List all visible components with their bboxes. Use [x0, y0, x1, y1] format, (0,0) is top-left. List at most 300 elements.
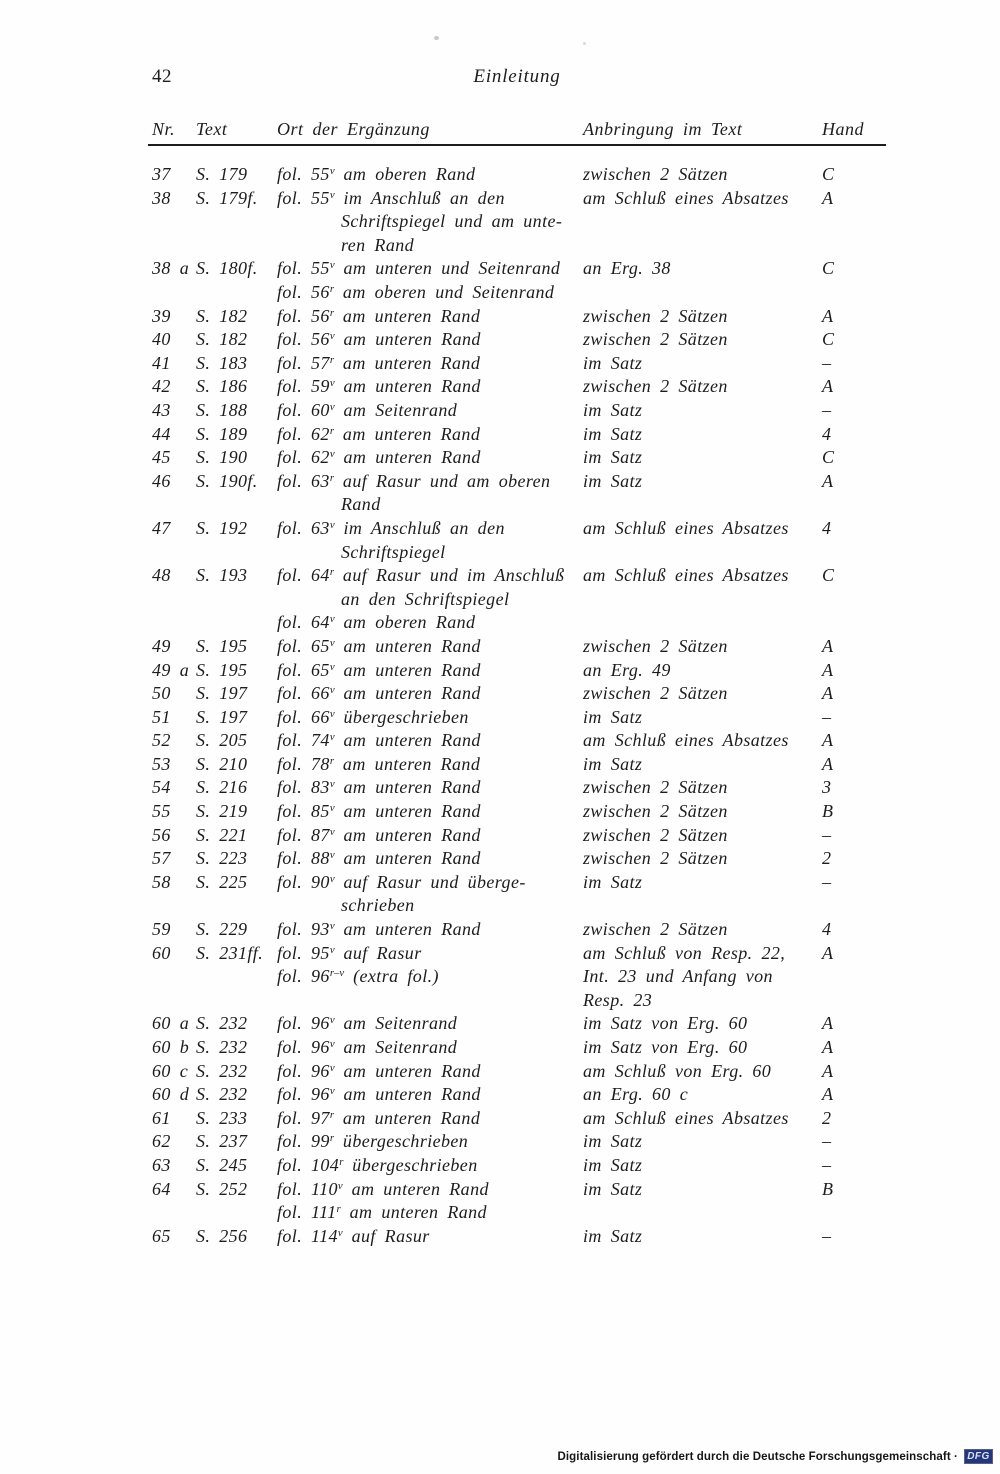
- cell-anbringung: [583, 729, 821, 753]
- cell-text: S. 233: [196, 1107, 248, 1128]
- table-row: [0, 1130, 1000, 1154]
- ort-line: fol. 65$^v$ am unteren Rand: [277, 635, 481, 656]
- cell-ort: [277, 800, 587, 824]
- cell-hand: C: [822, 164, 835, 184]
- cell-text: S. 195: [196, 635, 248, 656]
- cell-hand: C: [822, 565, 835, 586]
- cell-nr: 64: [152, 1178, 171, 1199]
- anbringung-line: im Satz von Erg. 60: [583, 1013, 748, 1034]
- cell-anbringung: [583, 163, 821, 187]
- anbringung-line: im Satz: [583, 753, 643, 774]
- table-row: [0, 800, 1000, 824]
- cell-anbringung: [583, 470, 821, 494]
- ort-line: fol. 66$^v$ am unteren Rand: [277, 683, 481, 704]
- ort-line: fol. 90$^v$ auf Rasur und überge-: [277, 871, 526, 892]
- anbringung-line: im Satz von Erg. 60: [583, 1037, 748, 1058]
- table-row: [0, 942, 1000, 1013]
- ort-line: fol. 96$^v$ am Seitenrand: [277, 1037, 458, 1058]
- cell-nr: 38: [152, 187, 171, 208]
- cell-ort: [277, 1060, 587, 1084]
- cell-nr: 57: [152, 848, 171, 869]
- anbringung-line: im Satz: [583, 352, 643, 373]
- cell-nr: 53: [152, 753, 171, 774]
- table-row: [0, 517, 1000, 564]
- page-number: 42: [152, 66, 172, 87]
- anbringung-line: zwischen 2 Sätzen: [583, 919, 728, 940]
- cell-anbringung: [583, 776, 821, 800]
- table-row: [0, 470, 1000, 517]
- cell-hand: 3: [822, 777, 832, 798]
- ort-line: fol. 114$^v$ auf Rasur: [277, 1225, 430, 1246]
- ort-line: fol. 65$^v$ am unteren Rand: [277, 659, 481, 680]
- cell-text: S. 195: [196, 659, 248, 680]
- cell-text: S. 179: [196, 164, 248, 184]
- cell-nr: 59: [152, 919, 171, 940]
- cell-nr: 49 a: [152, 659, 190, 680]
- table-row: [0, 1154, 1000, 1178]
- ort-line: fol. 62$^v$ am unteren Rand: [277, 447, 481, 468]
- table-row: [0, 918, 1000, 942]
- cell-nr: 49: [152, 635, 171, 656]
- cell-anbringung: [583, 1178, 821, 1202]
- cell-nr: 45: [152, 447, 171, 468]
- ort-line: fol. 57$^r$ am unteren Rand: [277, 352, 481, 373]
- ort-line: fol. 74$^v$ am unteren Rand: [277, 730, 481, 751]
- running-head: [148, 64, 886, 90]
- cell-ort: [277, 729, 587, 753]
- anbringung-line: im Satz: [583, 470, 643, 491]
- cell-hand: C: [822, 447, 835, 468]
- cell-anbringung: [583, 517, 821, 541]
- table-row: [0, 706, 1000, 730]
- cell-anbringung: [583, 187, 821, 211]
- table-row: [0, 1178, 1000, 1225]
- cell-nr: 54: [152, 777, 171, 798]
- cell-nr: 46: [152, 470, 171, 491]
- table-row: [0, 163, 1000, 187]
- cell-nr: 61: [152, 1107, 171, 1128]
- cell-anbringung: [583, 1012, 821, 1036]
- cell-nr: 42: [152, 376, 171, 397]
- cell-hand: A: [822, 1037, 834, 1058]
- table-row: [0, 776, 1000, 800]
- cell-text: S. 223: [196, 848, 248, 869]
- cell-text: S. 179f.: [196, 187, 258, 208]
- ort-line: fol. 55$^v$ am unteren und Seitenrand: [277, 258, 561, 279]
- cell-ort: [277, 1107, 587, 1131]
- anbringung-line: zwischen 2 Sätzen: [583, 164, 728, 184]
- ort-line: fol. 96$^v$ am unteren Rand: [277, 1084, 481, 1105]
- table-row: [0, 729, 1000, 753]
- cell-hand: A: [822, 635, 834, 656]
- cell-text: S. 229: [196, 919, 248, 940]
- column-header-text: Text: [196, 119, 228, 139]
- cell-text: S. 221: [196, 824, 248, 845]
- table-row: [0, 847, 1000, 871]
- page-title: Einleitung: [473, 66, 561, 87]
- cell-text: S. 189: [196, 423, 248, 444]
- cell-hand: B: [822, 801, 834, 822]
- cell-hand: B: [822, 1178, 834, 1199]
- ort-line: fol. 97$^r$ am unteren Rand: [277, 1107, 481, 1128]
- cell-nr: 43: [152, 399, 171, 420]
- cell-ort: [277, 776, 587, 800]
- column-header-nr: Nr.: [152, 119, 176, 139]
- cell-hand: –: [822, 1154, 832, 1175]
- ort-line: schrieben: [341, 895, 415, 916]
- cell-hand: A: [822, 1084, 834, 1105]
- table-row: [0, 1060, 1000, 1084]
- cell-nr: 63: [152, 1154, 171, 1175]
- cell-nr: 50: [152, 683, 171, 704]
- ort-line: fol. 78$^r$ am unteren Rand: [277, 753, 481, 774]
- cell-anbringung: [583, 753, 821, 777]
- cell-ort: [277, 1012, 587, 1036]
- ort-line: ren Rand: [341, 234, 415, 255]
- anbringung-line: am Schluß eines Absatzes: [583, 565, 789, 586]
- anbringung-line: Int. 23 und Anfang von: [583, 966, 773, 987]
- scan-speck: [583, 42, 586, 45]
- cell-text: S. 252: [196, 1178, 248, 1199]
- anbringung-line: im Satz: [583, 1225, 643, 1246]
- anbringung-line: am Schluß eines Absatzes: [583, 517, 789, 538]
- cell-hand: 4: [822, 919, 832, 940]
- table-row: [0, 824, 1000, 848]
- cell-ort: [277, 305, 587, 329]
- cell-ort: [277, 635, 587, 659]
- cell-nr: 60: [152, 942, 171, 963]
- table-row: [0, 1012, 1000, 1036]
- cell-text: S. 192: [196, 517, 248, 538]
- anbringung-line: zwischen 2 Sätzen: [583, 777, 728, 798]
- cell-anbringung: [583, 918, 821, 942]
- table-row: [0, 1036, 1000, 1060]
- cell-hand: 2: [822, 1107, 832, 1128]
- cell-nr: 39: [152, 305, 171, 326]
- cell-ort: [277, 163, 587, 187]
- cell-hand: –: [822, 1225, 832, 1246]
- cell-anbringung: [583, 1107, 821, 1131]
- cell-anbringung: [583, 564, 821, 588]
- table-row: [0, 399, 1000, 423]
- footer-text: Digitalisierung gefördert durch die Deutsche Forschungsgemeinschaft ·: [557, 1450, 958, 1463]
- ort-line: an den Schriftspiegel: [341, 588, 510, 609]
- table-row: [0, 635, 1000, 659]
- cell-text: S. 231ff.: [196, 942, 264, 963]
- cell-ort: [277, 187, 587, 258]
- dfg-logo: DFG: [964, 1449, 993, 1464]
- anbringung-line: zwischen 2 Sätzen: [583, 848, 728, 869]
- cell-anbringung: [583, 682, 821, 706]
- cell-anbringung: [583, 942, 821, 1013]
- ort-line: fol. 62$^r$ am unteren Rand: [277, 423, 481, 444]
- table-row: [0, 423, 1000, 447]
- cell-hand: A: [822, 730, 834, 751]
- cell-ort: [277, 564, 587, 635]
- ort-line: fol. 104$^r$ übergeschrieben: [277, 1154, 478, 1175]
- anbringung-line: im Satz: [583, 399, 643, 420]
- header-rule: [148, 144, 886, 146]
- cell-ort: [277, 257, 587, 304]
- anbringung-line: zwischen 2 Sätzen: [583, 683, 728, 704]
- anbringung-line: an Erg. 38: [583, 258, 671, 279]
- cell-text: S. 237: [196, 1131, 248, 1152]
- ort-line: fol. 95$^v$ auf Rasur: [277, 942, 422, 963]
- cell-nr: 41: [152, 352, 171, 373]
- ort-line: fol. 85$^v$ am unteren Rand: [277, 801, 481, 822]
- cell-text: S. 232: [196, 1037, 248, 1058]
- cell-hand: A: [822, 1013, 834, 1034]
- cell-anbringung: [583, 659, 821, 683]
- cell-ort: [277, 399, 587, 423]
- cell-hand: A: [822, 753, 834, 774]
- table-row: [0, 564, 1000, 635]
- anbringung-line: im Satz: [583, 1131, 643, 1152]
- cell-anbringung: [583, 257, 821, 281]
- cell-ort: [277, 328, 587, 352]
- anbringung-line: zwischen 2 Sätzen: [583, 329, 728, 350]
- cell-ort: [277, 1154, 587, 1178]
- cell-anbringung: [583, 1154, 821, 1178]
- cell-ort: [277, 1130, 587, 1154]
- cell-anbringung: [583, 305, 821, 329]
- table-header-row: [0, 117, 1000, 143]
- cell-ort: [277, 470, 587, 517]
- table-row: [0, 257, 1000, 304]
- anbringung-line: am Schluß eines Absatzes: [583, 1107, 789, 1128]
- table-row: [0, 1107, 1000, 1131]
- ort-line: fol. 64$^v$ am oberen Rand: [277, 612, 476, 633]
- table-row: [0, 753, 1000, 777]
- cell-ort: [277, 446, 587, 470]
- cell-nr: 60 d: [152, 1084, 190, 1105]
- cell-text: S. 210: [196, 753, 248, 774]
- anbringung-line: im Satz: [583, 871, 643, 892]
- cell-ort: [277, 1036, 587, 1060]
- anbringung-line: zwischen 2 Sätzen: [583, 824, 728, 845]
- cell-text: S. 183: [196, 352, 248, 373]
- anbringung-line: zwischen 2 Sätzen: [583, 801, 728, 822]
- cell-ort: [277, 682, 587, 706]
- ort-line: fol. 60$^v$ am Seitenrand: [277, 399, 458, 420]
- ort-line: fol. 56$^v$ am unteren Rand: [277, 329, 481, 350]
- ort-line: fol. 56$^r$ am unteren Rand: [277, 305, 481, 326]
- cell-ort: [277, 423, 587, 447]
- ort-line: fol. 88$^v$ am unteren Rand: [277, 848, 481, 869]
- cell-ort: [277, 352, 587, 376]
- cell-hand: –: [822, 824, 832, 845]
- cell-nr: 58: [152, 871, 171, 892]
- cell-text: S. 186: [196, 376, 248, 397]
- cell-hand: –: [822, 352, 832, 373]
- ort-line: fol. 83$^v$ am unteren Rand: [277, 777, 481, 798]
- cell-hand: C: [822, 329, 835, 350]
- cell-anbringung: [583, 1225, 821, 1249]
- cell-anbringung: [583, 375, 821, 399]
- ort-line: fol. 96$^v$ am Seitenrand: [277, 1013, 458, 1034]
- ort-line: fol. 66$^v$ übergeschrieben: [277, 706, 469, 727]
- ort-line: fol. 55$^v$ am oberen Rand: [277, 164, 476, 184]
- table-row: [0, 328, 1000, 352]
- table-row: [0, 1083, 1000, 1107]
- cell-ort: [277, 847, 587, 871]
- anbringung-line: an Erg. 49: [583, 659, 671, 680]
- ort-line: fol. 64$^r$ auf Rasur und im Anschluß: [277, 565, 565, 586]
- cell-hand: A: [822, 470, 834, 491]
- ort-line: fol. 55$^v$ im Anschluß an den: [277, 187, 505, 208]
- cell-text: S. 232: [196, 1013, 248, 1034]
- cell-text: S. 216: [196, 777, 248, 798]
- anbringung-line: im Satz: [583, 1178, 643, 1199]
- cell-ort: [277, 1178, 587, 1225]
- cell-text: S. 190: [196, 447, 248, 468]
- ort-line: fol. 110$^v$ am unteren Rand: [277, 1178, 489, 1199]
- cell-ort: [277, 517, 587, 564]
- table-body: [0, 163, 1000, 1248]
- cell-nr: 56: [152, 824, 171, 845]
- cell-ort: [277, 871, 587, 918]
- column-header-anbringung: Anbringung im Text: [583, 119, 743, 139]
- anbringung-line: im Satz: [583, 1154, 643, 1175]
- cell-nr: 62: [152, 1131, 171, 1152]
- cell-anbringung: [583, 1130, 821, 1154]
- table-row: [0, 446, 1000, 470]
- cell-hand: –: [822, 871, 832, 892]
- cell-ort: [277, 753, 587, 777]
- cell-anbringung: [583, 871, 821, 895]
- cell-anbringung: [583, 800, 821, 824]
- table-row: [0, 187, 1000, 258]
- cell-hand: C: [822, 258, 835, 279]
- cell-ort: [277, 918, 587, 942]
- cell-ort: [277, 706, 587, 730]
- anbringung-line: zwischen 2 Sätzen: [583, 635, 728, 656]
- cell-nr: 55: [152, 801, 171, 822]
- anbringung-line: zwischen 2 Sätzen: [583, 305, 728, 326]
- cell-anbringung: [583, 423, 821, 447]
- cell-anbringung: [583, 1036, 821, 1060]
- cell-nr: 47: [152, 517, 171, 538]
- cell-hand: A: [822, 376, 834, 397]
- cell-hand: A: [822, 942, 834, 963]
- cell-ort: [277, 824, 587, 848]
- cell-hand: A: [822, 659, 834, 680]
- cell-anbringung: [583, 352, 821, 376]
- table-row: [0, 305, 1000, 329]
- cell-text: S. 197: [196, 706, 248, 727]
- cell-anbringung: [583, 635, 821, 659]
- cell-hand: A: [822, 187, 834, 208]
- anbringung-line: am Schluß von Erg. 60: [583, 1060, 772, 1081]
- cell-nr: 51: [152, 706, 171, 727]
- cell-hand: 4: [822, 423, 832, 444]
- anbringung-line: zwischen 2 Sätzen: [583, 376, 728, 397]
- column-header-hand: Hand: [822, 119, 864, 139]
- ort-line: fol. 56$^r$ am oberen und Seitenrand: [277, 281, 555, 302]
- cell-text: S. 188: [196, 399, 248, 420]
- cell-text: S. 180f.: [196, 258, 258, 279]
- table-row: [0, 352, 1000, 376]
- column-header-ort: Ort der Ergänzung: [277, 119, 430, 139]
- cell-text: S. 245: [196, 1154, 248, 1175]
- cell-hand: A: [822, 305, 834, 326]
- cell-hand: A: [822, 683, 834, 704]
- table-row: [0, 659, 1000, 683]
- cell-anbringung: [583, 1083, 821, 1107]
- cell-nr: 60 c: [152, 1060, 189, 1081]
- cell-anbringung: [583, 1060, 821, 1084]
- cell-hand: –: [822, 399, 832, 420]
- ort-line: fol. 63$^v$ im Anschluß an den: [277, 517, 505, 538]
- cell-nr: 65: [152, 1225, 171, 1246]
- ort-line: fol. 93$^v$ am unteren Rand: [277, 919, 481, 940]
- table-row: [0, 871, 1000, 918]
- ort-line: fol. 59$^v$ am unteren Rand: [277, 376, 481, 397]
- cell-ort: [277, 1225, 587, 1249]
- cell-text: S. 225: [196, 871, 248, 892]
- cell-ort: [277, 1083, 587, 1107]
- cell-anbringung: [583, 824, 821, 848]
- cell-anbringung: [583, 847, 821, 871]
- anbringung-line: im Satz: [583, 706, 643, 727]
- cell-text: S. 193: [196, 565, 248, 586]
- cell-hand: 2: [822, 848, 832, 869]
- table-row: [0, 1225, 1000, 1249]
- cell-text: S. 219: [196, 801, 248, 822]
- cell-anbringung: [583, 706, 821, 730]
- cell-text: S. 190f.: [196, 470, 258, 491]
- anbringung-line: im Satz: [583, 423, 643, 444]
- cell-anbringung: [583, 446, 821, 470]
- scan-speck: [434, 36, 439, 40]
- cell-nr: 40: [152, 329, 171, 350]
- cell-hand: 4: [822, 517, 832, 538]
- cell-hand: –: [822, 706, 832, 727]
- cell-nr: 38 a: [152, 258, 190, 279]
- ort-line: fol. 99$^r$ übergeschrieben: [277, 1131, 469, 1152]
- cell-anbringung: [583, 399, 821, 423]
- cell-nr: 52: [152, 730, 171, 751]
- ort-line: fol. 63$^r$ auf Rasur und am oberen: [277, 470, 551, 491]
- digitization-footer: [557, 1448, 993, 1465]
- cell-hand: –: [822, 1131, 832, 1152]
- anbringung-line: am Schluß eines Absatzes: [583, 730, 789, 751]
- cell-text: S. 205: [196, 730, 248, 751]
- cell-nr: 48: [152, 565, 171, 586]
- cell-nr: 37: [152, 164, 171, 184]
- anbringung-line: im Satz: [583, 447, 643, 468]
- cell-ort: [277, 659, 587, 683]
- cell-hand: A: [822, 1060, 834, 1081]
- cell-text: S. 182: [196, 305, 248, 326]
- cell-text: S. 182: [196, 329, 248, 350]
- cell-nr: 60 b: [152, 1037, 190, 1058]
- anbringung-line: Resp. 23: [583, 989, 653, 1010]
- ort-line: Schriftspiegel: [341, 541, 446, 562]
- cell-anbringung: [583, 328, 821, 352]
- anbringung-line: an Erg. 60 c: [583, 1084, 689, 1105]
- anbringung-line: am Schluß eines Absatzes: [583, 187, 789, 208]
- cell-nr: 44: [152, 423, 171, 444]
- ort-line: fol. 96$^{r-v}$ (extra fol.): [277, 966, 439, 987]
- cell-text: S. 197: [196, 683, 248, 704]
- cell-text: S. 232: [196, 1060, 248, 1081]
- ort-line: fol. 96$^v$ am unteren Rand: [277, 1060, 481, 1081]
- cell-nr: 60 a: [152, 1013, 190, 1034]
- cell-text: S. 256: [196, 1225, 248, 1246]
- anbringung-line: am Schluß von Resp. 22,: [583, 942, 786, 963]
- cell-ort: [277, 375, 587, 399]
